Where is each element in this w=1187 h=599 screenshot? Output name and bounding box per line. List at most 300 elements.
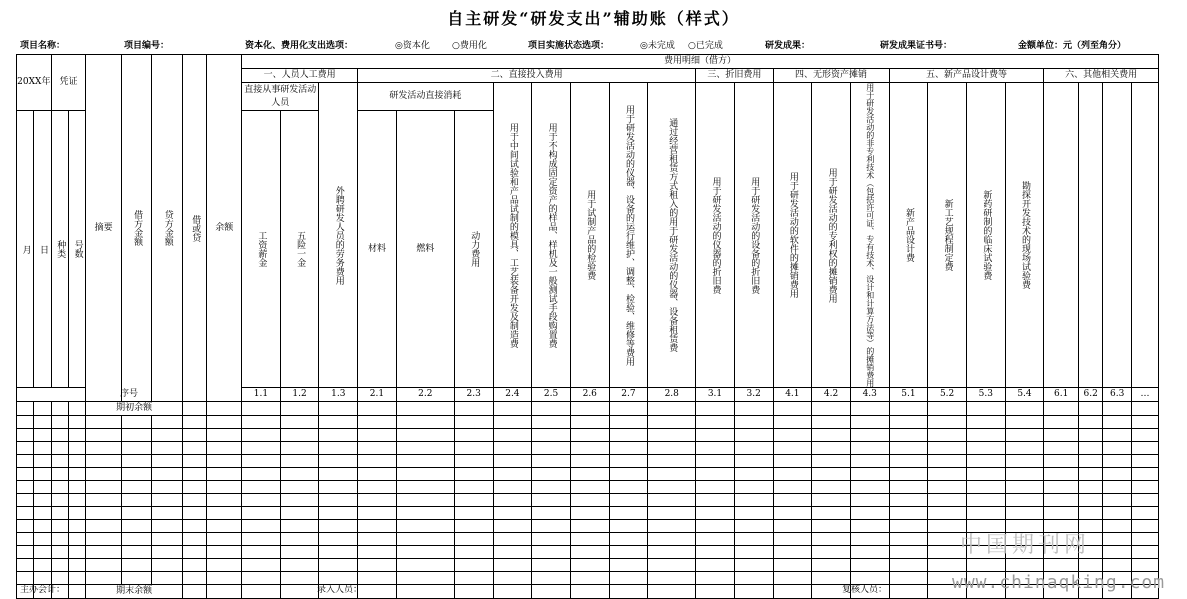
table-cell[interactable] [34,455,51,468]
table-cell[interactable] [34,416,51,429]
table-cell[interactable] [1005,559,1044,572]
table-cell[interactable] [86,494,122,507]
table-cell[interactable] [493,507,532,520]
table-cell[interactable] [454,533,493,546]
table-cell[interactable] [812,559,851,572]
table-cell[interactable] [570,546,609,559]
table-cell[interactable] [242,546,281,559]
table-cell[interactable] [773,468,812,481]
table-cell[interactable] [68,468,85,481]
table-cell[interactable] [1044,494,1079,507]
table-cell[interactable] [570,429,609,442]
table-cell[interactable] [570,559,609,572]
table-cell[interactable] [396,533,454,546]
table-cell[interactable] [280,468,319,481]
table-cell[interactable] [152,507,183,520]
table-cell[interactable] [183,507,207,520]
table-cell[interactable] [86,468,122,481]
table-cell[interactable] [280,494,319,507]
table-cell[interactable] [17,481,34,494]
table-cell[interactable] [696,429,735,442]
table-cell[interactable] [734,416,773,429]
table-cell[interactable] [532,520,571,533]
table-cell[interactable] [358,468,397,481]
table-cell[interactable] [1044,507,1079,520]
table-cell[interactable] [1005,429,1044,442]
table-cell[interactable] [396,481,454,494]
table-cell[interactable] [207,507,242,520]
table-cell[interactable] [648,533,696,546]
table-cell[interactable] [280,546,319,559]
table-cell[interactable] [183,533,207,546]
table-cell[interactable] [17,442,34,455]
table-cell[interactable] [1005,468,1044,481]
table-cell[interactable] [570,585,609,599]
table-cell[interactable] [570,402,609,416]
table-cell[interactable] [773,520,812,533]
table-cell[interactable] [773,533,812,546]
table-cell[interactable] [773,429,812,442]
table-cell[interactable] [183,520,207,533]
table-cell[interactable] [86,442,122,455]
table-cell[interactable] [121,507,152,520]
table-cell[interactable] [121,416,152,429]
table-cell[interactable] [454,481,493,494]
table-cell[interactable] [207,559,242,572]
table-cell[interactable] [68,572,85,585]
table-cell[interactable] [51,533,68,546]
table-cell[interactable] [34,442,51,455]
table-cell[interactable] [648,481,696,494]
table-cell[interactable] [648,507,696,520]
table-cell[interactable] [68,546,85,559]
table-cell[interactable] [1103,507,1132,520]
table-cell[interactable] [454,559,493,572]
table-cell[interactable] [207,429,242,442]
table-cell[interactable] [242,442,281,455]
table-cell[interactable] [850,507,889,520]
table-cell[interactable] [1131,429,1158,442]
table-cell[interactable] [1131,402,1158,416]
table-cell[interactable] [319,559,358,572]
table-cell[interactable] [773,494,812,507]
table-cell[interactable] [319,520,358,533]
table-cell[interactable] [319,455,358,468]
table-cell[interactable] [734,455,773,468]
table-cell[interactable] [17,429,34,442]
table-cell[interactable] [609,402,648,416]
table-cell[interactable] [34,533,51,546]
table-cell[interactable] [773,546,812,559]
table-cell[interactable] [812,402,851,416]
table-cell[interactable] [812,520,851,533]
table-cell[interactable] [396,585,454,599]
table-cell[interactable] [454,520,493,533]
table-cell[interactable] [734,402,773,416]
table-cell[interactable] [493,520,532,533]
table-cell[interactable] [51,416,68,429]
table-cell[interactable] [734,585,773,599]
table-cell[interactable] [242,572,281,585]
table-cell[interactable] [928,416,967,429]
table-cell[interactable] [207,494,242,507]
table-cell[interactable] [17,546,34,559]
table-cell[interactable] [609,533,648,546]
table-cell[interactable] [648,572,696,585]
table-cell[interactable] [812,481,851,494]
table-cell[interactable] [68,442,85,455]
table-cell[interactable] [358,559,397,572]
table-cell[interactable] [121,559,152,572]
table-cell[interactable] [1005,481,1044,494]
table-cell[interactable] [696,520,735,533]
table-cell[interactable] [928,455,967,468]
table-cell[interactable] [734,494,773,507]
table-cell[interactable] [1078,559,1102,572]
table-cell[interactable] [889,468,928,481]
table-cell[interactable] [966,559,1005,572]
table-cell[interactable] [850,494,889,507]
table-cell[interactable] [850,546,889,559]
table-cell[interactable] [68,494,85,507]
table-cell[interactable] [1044,402,1079,416]
table-cell[interactable] [532,402,571,416]
table-cell[interactable] [68,429,85,442]
table-cell[interactable] [889,481,928,494]
table-cell[interactable] [1005,507,1044,520]
table-cell[interactable] [570,442,609,455]
table-cell[interactable] [319,468,358,481]
table-cell[interactable] [812,507,851,520]
table-cell[interactable] [812,533,851,546]
table-cell[interactable] [396,455,454,468]
table-cell[interactable] [183,416,207,429]
table-cell[interactable] [850,416,889,429]
table-cell[interactable] [280,533,319,546]
table-cell[interactable] [121,546,152,559]
table-cell[interactable] [319,429,358,442]
table-cell[interactable] [493,402,532,416]
table-cell[interactable] [570,520,609,533]
table-cell[interactable] [532,429,571,442]
table-cell[interactable] [358,416,397,429]
table-cell[interactable] [966,468,1005,481]
table-cell[interactable] [734,546,773,559]
table-cell[interactable] [319,494,358,507]
table-cell[interactable] [850,442,889,455]
table-cell[interactable] [493,546,532,559]
table-cell[interactable] [17,533,34,546]
table-cell[interactable] [812,546,851,559]
table-cell[interactable] [1044,455,1079,468]
table-cell[interactable] [207,402,242,416]
table-cell[interactable] [34,546,51,559]
table-cell[interactable] [1131,507,1158,520]
table-cell[interactable] [812,468,851,481]
table-cell[interactable] [1078,416,1102,429]
table-cell[interactable] [648,416,696,429]
table-cell[interactable] [121,429,152,442]
table-cell[interactable] [850,455,889,468]
table-cell[interactable] [532,416,571,429]
table-cell[interactable] [207,520,242,533]
table-cell[interactable] [609,572,648,585]
table-cell[interactable] [812,429,851,442]
table-cell[interactable] [609,455,648,468]
table-cell[interactable] [1103,546,1132,559]
table-cell[interactable] [850,429,889,442]
table-cell[interactable] [152,559,183,572]
table-cell[interactable] [889,455,928,468]
unfinished-option[interactable]: ◎未完成 [640,41,675,51]
table-cell[interactable] [696,416,735,429]
table-cell[interactable] [570,481,609,494]
table-cell[interactable] [68,402,85,416]
table-cell[interactable] [17,416,34,429]
table-cell[interactable] [734,520,773,533]
table-cell[interactable] [734,507,773,520]
table-cell[interactable] [68,533,85,546]
table-cell[interactable] [183,429,207,442]
table-cell[interactable] [609,507,648,520]
table-cell[interactable] [358,455,397,468]
table-cell[interactable] [889,585,928,599]
table-cell[interactable] [152,533,183,546]
table-cell[interactable] [773,572,812,585]
expense-option[interactable]: ○费用化 [452,41,487,51]
table-cell[interactable] [121,468,152,481]
table-cell[interactable] [242,455,281,468]
table-cell[interactable] [396,494,454,507]
table-cell[interactable] [493,429,532,442]
table-cell[interactable] [966,416,1005,429]
table-cell[interactable] [396,546,454,559]
table-cell[interactable] [121,442,152,455]
table-cell[interactable] [17,402,34,416]
table-cell[interactable] [280,507,319,520]
table-cell[interactable] [17,559,34,572]
table-cell[interactable] [609,481,648,494]
table-cell[interactable] [850,481,889,494]
table-cell[interactable] [850,533,889,546]
table-cell[interactable] [696,494,735,507]
table-cell[interactable] [493,468,532,481]
table-cell[interactable] [928,559,967,572]
table-cell[interactable] [850,559,889,572]
table-cell[interactable] [34,507,51,520]
table-cell[interactable] [51,520,68,533]
table-cell[interactable] [648,585,696,599]
table-cell[interactable] [319,507,358,520]
table-cell[interactable] [773,416,812,429]
table-cell[interactable] [532,546,571,559]
table-cell[interactable] [1044,442,1079,455]
table-cell[interactable] [152,572,183,585]
table-cell[interactable] [86,520,122,533]
table-cell[interactable] [358,429,397,442]
table-cell[interactable] [358,507,397,520]
table-cell[interactable] [396,507,454,520]
table-cell[interactable] [1103,520,1132,533]
table-cell[interactable] [280,429,319,442]
table-cell[interactable] [609,559,648,572]
table-cell[interactable] [51,402,68,416]
table-cell[interactable] [532,533,571,546]
table-cell[interactable] [493,572,532,585]
table-cell[interactable] [86,481,122,494]
table-cell[interactable] [396,468,454,481]
table-cell[interactable] [34,559,51,572]
table-cell[interactable] [696,533,735,546]
table-cell[interactable] [1103,559,1132,572]
table-cell[interactable] [68,416,85,429]
table-cell[interactable] [454,546,493,559]
table-cell[interactable] [648,520,696,533]
table-cell[interactable] [207,533,242,546]
table-cell[interactable] [609,442,648,455]
table-cell[interactable] [1131,559,1158,572]
table-cell[interactable] [1044,416,1079,429]
table-cell[interactable] [51,507,68,520]
table-cell[interactable] [183,494,207,507]
table-cell[interactable] [454,572,493,585]
table-cell[interactable] [242,585,281,599]
capital-option[interactable]: ◎资本化 [395,41,430,51]
table-cell[interactable] [1044,429,1079,442]
table-cell[interactable] [493,559,532,572]
table-cell[interactable] [319,416,358,429]
table-cell[interactable] [609,416,648,429]
table-cell[interactable] [648,494,696,507]
table-cell[interactable] [121,455,152,468]
table-cell[interactable] [1131,533,1158,546]
table-cell[interactable] [609,494,648,507]
table-cell[interactable] [812,455,851,468]
table-cell[interactable] [696,572,735,585]
table-cell[interactable] [280,455,319,468]
table-cell[interactable] [68,520,85,533]
table-cell[interactable] [86,416,122,429]
table-cell[interactable] [319,442,358,455]
table-cell[interactable] [928,429,967,442]
table-cell[interactable] [1044,559,1079,572]
table-cell[interactable] [396,429,454,442]
table-cell[interactable] [889,429,928,442]
table-cell[interactable] [358,546,397,559]
table-cell[interactable] [207,442,242,455]
table-cell[interactable] [454,494,493,507]
table-cell[interactable] [86,559,122,572]
table-cell[interactable] [454,455,493,468]
table-cell[interactable] [889,507,928,520]
table-cell[interactable] [493,585,532,599]
table-cell[interactable] [773,481,812,494]
table-cell[interactable] [570,468,609,481]
table-cell[interactable] [121,481,152,494]
table-cell[interactable] [121,572,152,585]
table-cell[interactable] [966,481,1005,494]
table-cell[interactable] [454,429,493,442]
table-cell[interactable] [889,494,928,507]
table-cell[interactable] [532,507,571,520]
table-cell[interactable] [493,455,532,468]
table-cell[interactable] [17,455,34,468]
table-cell[interactable] [183,455,207,468]
table-cell[interactable] [696,585,735,599]
table-cell[interactable] [51,559,68,572]
table-cell[interactable] [648,546,696,559]
table-cell[interactable] [454,402,493,416]
table-cell[interactable] [396,559,454,572]
table-cell[interactable] [396,520,454,533]
table-cell[interactable] [86,572,122,585]
table-cell[interactable] [532,572,571,585]
table-cell[interactable] [1078,468,1102,481]
table-cell[interactable] [454,585,493,599]
table-cell[interactable] [121,533,152,546]
table-cell[interactable] [734,468,773,481]
table-cell[interactable] [773,559,812,572]
table-cell[interactable] [734,429,773,442]
table-cell[interactable] [358,520,397,533]
table-cell[interactable] [493,442,532,455]
table-cell[interactable] [242,402,281,416]
table-cell[interactable] [242,507,281,520]
table-cell[interactable] [207,468,242,481]
table-cell[interactable] [1103,429,1132,442]
table-cell[interactable] [68,481,85,494]
table-cell[interactable] [280,416,319,429]
table-cell[interactable] [648,442,696,455]
table-cell[interactable] [773,402,812,416]
table-cell[interactable] [609,429,648,442]
table-cell[interactable] [319,481,358,494]
table-cell[interactable] [242,494,281,507]
table-cell[interactable] [734,533,773,546]
table-cell[interactable] [86,455,122,468]
table-cell[interactable] [34,429,51,442]
table-cell[interactable] [889,442,928,455]
table-cell[interactable] [207,572,242,585]
table-cell[interactable] [396,442,454,455]
table-cell[interactable] [928,481,967,494]
table-cell[interactable] [648,402,696,416]
table-cell[interactable] [358,585,397,599]
table-cell[interactable] [68,585,85,599]
table-cell[interactable] [396,572,454,585]
table-cell[interactable] [493,494,532,507]
table-cell[interactable] [889,546,928,559]
table-cell[interactable] [86,429,122,442]
table-cell[interactable] [1078,402,1102,416]
table-cell[interactable] [17,520,34,533]
table-cell[interactable] [280,559,319,572]
table-cell[interactable] [207,546,242,559]
table-cell[interactable] [532,442,571,455]
table-cell[interactable] [696,402,735,416]
table-cell[interactable] [17,468,34,481]
table-cell[interactable] [207,416,242,429]
table-cell[interactable] [570,416,609,429]
table-cell[interactable] [696,507,735,520]
table-cell[interactable] [319,402,358,416]
table-cell[interactable] [454,507,493,520]
table-cell[interactable] [207,455,242,468]
table-cell[interactable] [532,559,571,572]
table-cell[interactable] [86,533,122,546]
table-cell[interactable] [51,442,68,455]
table-cell[interactable] [1103,533,1132,546]
